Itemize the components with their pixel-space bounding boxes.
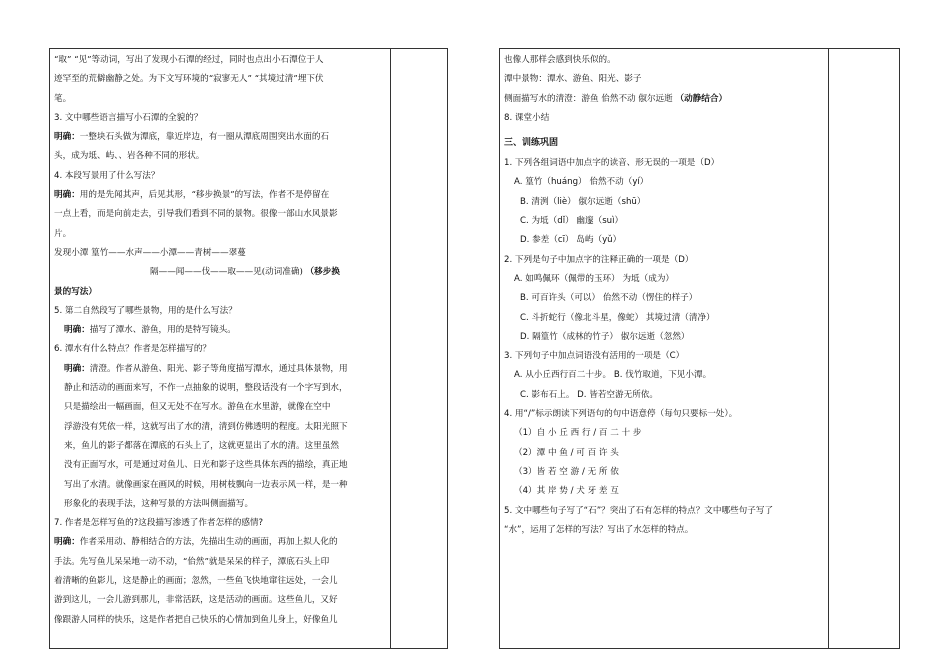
left-page-content: [50, 51, 390, 630]
right-page-content: [500, 51, 828, 540]
answer-label: 明确：: [54, 190, 80, 201]
text-line: 潭中景物：潭水、游鱼、阳光、影子: [504, 74, 642, 85]
text-line: A. 从小丘西行百二十步。 B. 伐竹取道，下见小潭。: [514, 370, 712, 381]
text-line: 一点上看，而是向前走去，引导我们看到不同的景物。很像一部山水风景影: [54, 209, 338, 220]
text-line: “取” “见”等动词，写出了发现小石潭的经过，同时也点出小石潭位于人: [54, 55, 324, 65]
text-segment: 一整块石头做为潭底，靠近岸边，有一圈从潭底周围突出水面的石: [79, 132, 330, 143]
text-line: 没有正面写水，可是通过对鱼儿、日光和影子这些具体东西的描绘，真正地: [64, 460, 348, 471]
text-line: 浮游没有凭依一样，这就写出了水的清，清到仿佛透明的程度。太阳光照下: [64, 421, 348, 432]
text-segment: （动静结合）: [675, 93, 728, 104]
text-line: 1. 下列各组词语中加点字的读音、形无误的一项是（D）: [504, 158, 720, 169]
text-segment: （移步换: [305, 267, 340, 278]
text-line: 5. 第二自然段写了哪些景物，用的是什么写法？: [54, 305, 237, 316]
text-segment: 景的写法）: [54, 286, 97, 297]
text-line: [504, 90, 824, 109]
text-line: 迹罕至的荒僻幽静之处。为下文写环境的“寂寥无人” “其境过清”埋下伏: [54, 74, 324, 85]
text-line: [54, 360, 386, 379]
column-divider: [390, 49, 391, 648]
text-line: 7. 作者是怎样写鱼的?这段描写渗透了作者怎样的感情?: [54, 518, 264, 529]
text-line: D. 参差（cī） 岛屿（yǔ）: [520, 235, 622, 246]
text-line: 5. 文中哪些句子写了“石”？突出了石有怎样的特点？文中哪些句子写了: [504, 505, 774, 516]
text-segment: 隔——闻——伐——取——见(动词准确): [150, 267, 306, 278]
text-line: D. 隔篁竹（成林的竹子） 俶尔远逝（忽然）: [520, 331, 690, 342]
answer-label: 明确：: [64, 363, 90, 374]
text-line: 写出了水清。就像画家在画风的时候，用树枝飘向一边表示风一样，是一种: [64, 479, 348, 490]
text-line: B. 可百许头（可以） 佁然不动（愣住的样子）: [520, 293, 698, 304]
section-title: 三、训练巩固: [504, 138, 559, 149]
text-line: [54, 283, 386, 302]
text-line: 3. 文中哪些语言描写小石潭的全貌的？: [54, 112, 203, 123]
text-segment: 作者采用动、静相结合的方法，先描出生动的画面，再加上拟人化的: [79, 537, 338, 548]
text-line: [54, 321, 386, 340]
text-line: 8. 课堂小结: [504, 112, 550, 123]
text-line: 3. 下列句子中加点词语没有活用的一项是（C）: [504, 351, 685, 362]
text-segment: 描写了潭水、游鱼，用的是特写镜头。: [89, 325, 236, 336]
text-line: （2）潭 中 鱼 / 可 百 许 头: [514, 447, 619, 458]
text-line: 4. 用“/”标示朗读下列语句的句中语意停（每句只要标一处）。: [504, 409, 738, 420]
text-line: （3）皆 若 空 游 / 无 所 依: [514, 466, 619, 477]
text-line: 手法。先写鱼儿呆呆地一动不动，“佁然”就是呆呆的样子，潭底石头上印: [54, 556, 330, 567]
answer-label: 明确：: [54, 132, 80, 143]
text-line: [54, 186, 386, 205]
text-line: 2. 下列是句子中加点字的注释正确的一项是（D）: [504, 254, 694, 265]
text-segment: 清澄。作者从游鱼、阳光、影子等角度描写潭水，通过具体景物，用: [89, 363, 348, 374]
right-page-table: [499, 48, 900, 649]
text-line: 发现小潭 篁竹——水声——小潭——青树——翠蔓: [54, 247, 246, 258]
text-line: 只是描绘出一幅画面，但又无处不在写水。游鱼在水里游，就像在空中: [64, 402, 331, 413]
text-line: C. 影布石上。 D. 皆若空游无所依。: [520, 389, 658, 400]
text-segment: 侧面描写水的清澄：游鱼 佁然不动 俶尔远逝: [504, 93, 676, 104]
left-page-table: [49, 48, 448, 649]
answer-label: 明确：: [64, 325, 90, 336]
text-line: 笔。: [54, 93, 72, 104]
text-line: C. 为坻（dǐ） 幽邃（suì）: [520, 216, 624, 227]
text-segment: 用的是先闻其声，后见其形，“移步换景”的写法，作者不是停留在: [79, 190, 330, 201]
text-line: 像跟游人同样的快乐，这是作者把自己快乐的心情加到鱼儿身上，好像鱼儿: [54, 614, 338, 625]
text-line: 形象化的表现手法，这种写景的方法叫侧面描写。: [64, 498, 254, 509]
text-line: 4. 本段写景用了什么写法？: [54, 170, 160, 181]
text-line: 头，成为坻、屿、、岩各种不同的形状。: [54, 151, 205, 162]
text-line: 6. 潭水有什么特点？作者是怎样描写的？: [54, 344, 212, 355]
column-divider: [828, 49, 829, 648]
text-line: [54, 533, 386, 552]
text-line: 也像人那样会感到快乐似的。: [504, 55, 616, 65]
text-line: A. 如鸣佩环（佩带的玉环） 为坻（成为）: [514, 273, 675, 284]
text-line: 片。: [54, 228, 72, 239]
answer-label: 明确：: [54, 537, 80, 548]
text-line: “水”，运用了怎样的写法？写出了水怎样的特点。: [504, 524, 694, 535]
text-line: 静止和活动的画面来写，不作一点抽象的说明，整段话没有一个字写到水，: [64, 383, 348, 394]
text-line: [54, 128, 386, 147]
text-line: （1）自 小 丘 西 行 / 百 二 十 步: [514, 428, 642, 439]
text-line: 游到这儿，一会儿游到那儿，非常活跃，这是活动的画面。这些鱼儿，又好: [54, 595, 338, 606]
text-line: [54, 263, 386, 282]
text-line: 来，鱼儿的影子都落在潭底的石头上了，这就更显出了水的清。这里虽然: [64, 440, 340, 451]
text-line: 着清晰的鱼影儿，这是静止的画面；忽然，一些鱼飞快地窜往远处，一会儿: [54, 576, 338, 587]
text-line: A. 篁竹（huáng） 佁然不动（yí）: [514, 177, 649, 188]
text-line: C. 斗折蛇行（像北斗星，像蛇） 其境过清（清净）: [520, 312, 715, 323]
text-line: （4）其 岸 势 / 犬 牙 差 互: [514, 486, 619, 497]
text-line: B. 清洌（liè） 俶尔远逝（shū）: [520, 196, 646, 207]
